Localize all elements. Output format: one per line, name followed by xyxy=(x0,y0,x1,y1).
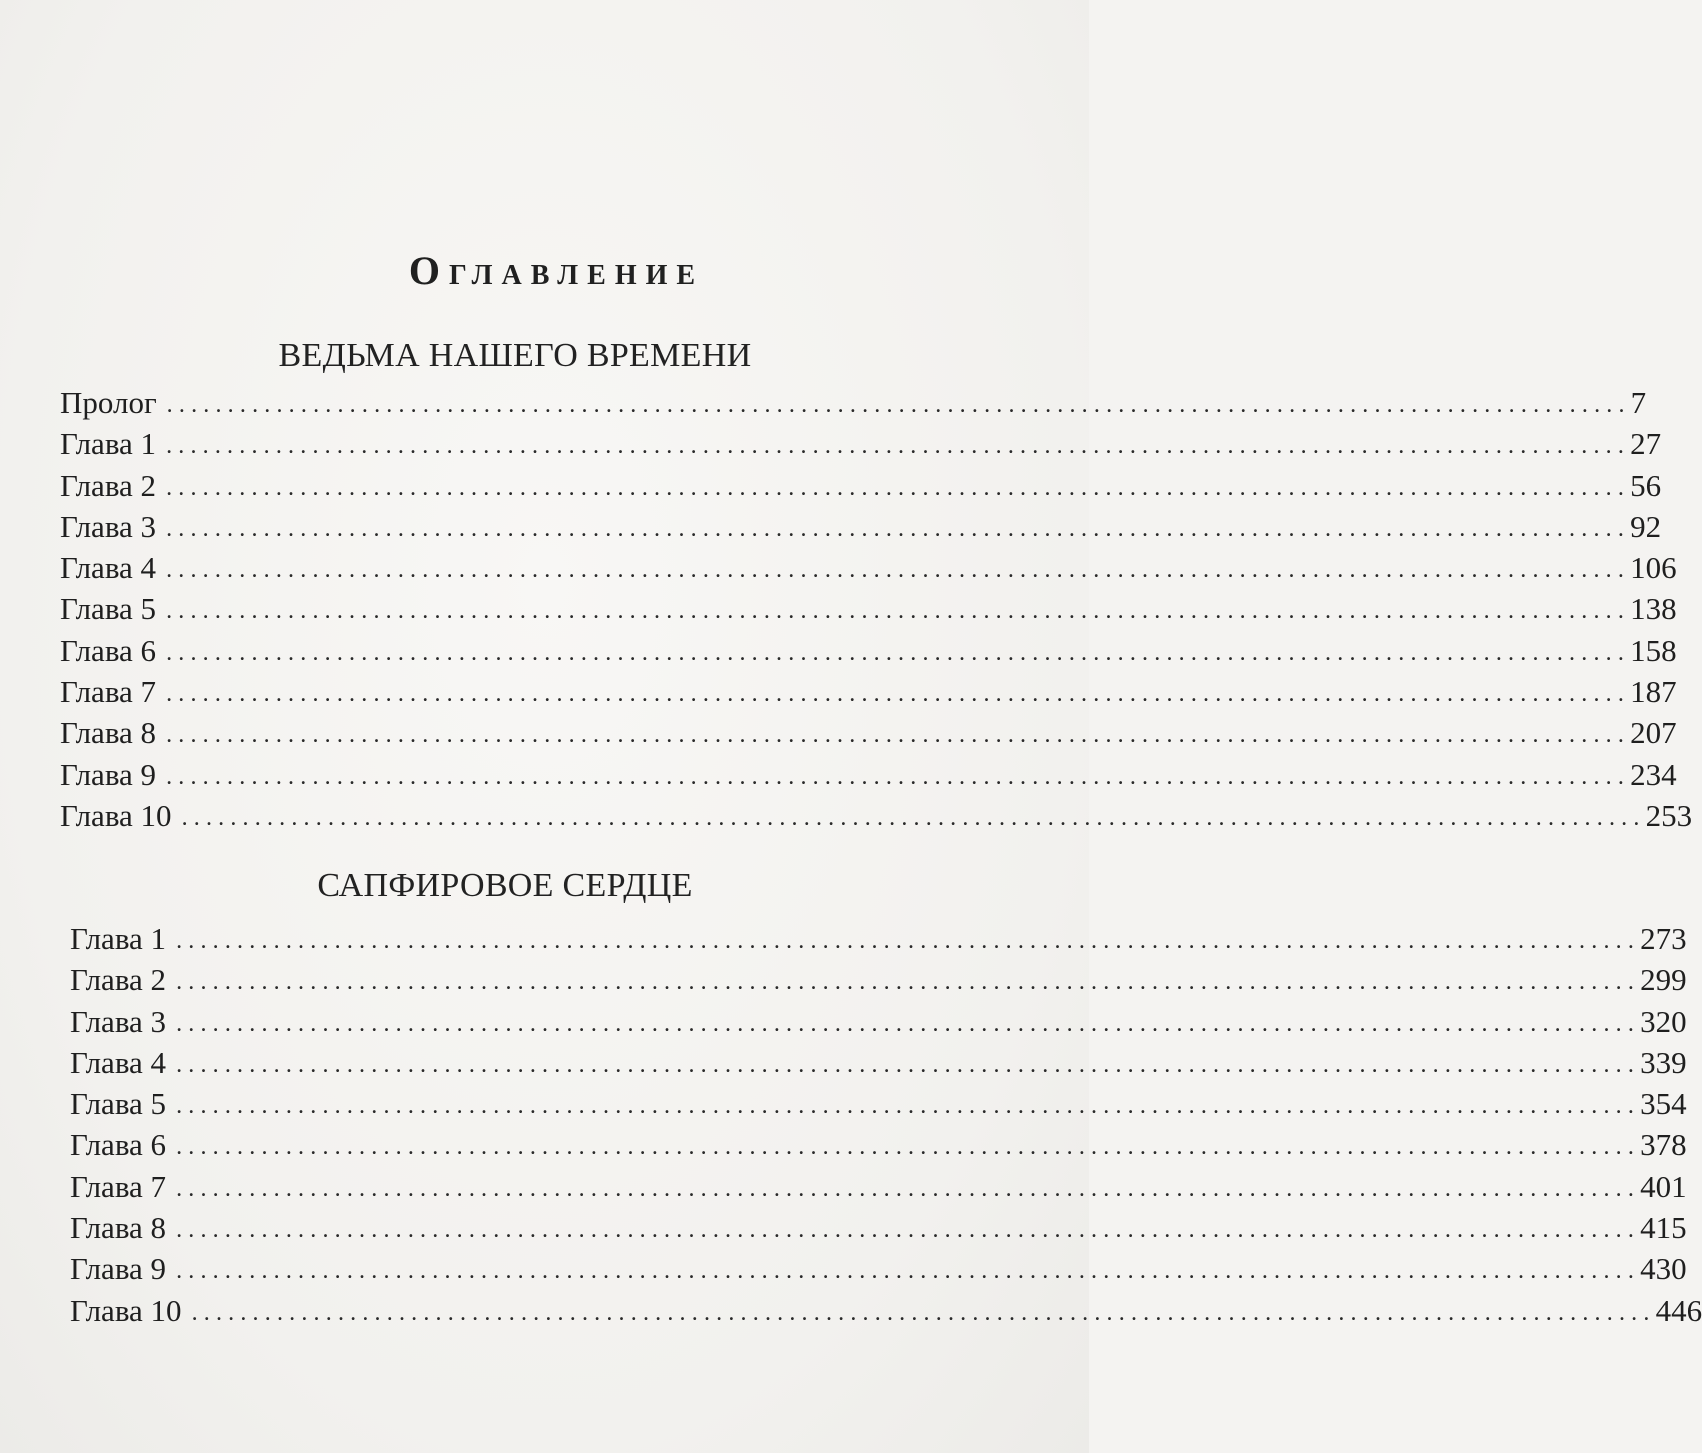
toc-entry xyxy=(60,1166,1687,1207)
dot-leader: ........................................................................................................................ xyxy=(176,928,1641,954)
dot-leader: ........................................................................................................................ xyxy=(176,1134,1641,1161)
entry-page-number: 430 xyxy=(1640,1251,1687,1287)
entry-page-number: 354 xyxy=(1640,1086,1687,1122)
entry-page-number: 446 xyxy=(1655,1292,1702,1328)
entry-page-number: 320 xyxy=(1640,1003,1687,1039)
dot-leader: ........................................................................................................................ xyxy=(176,969,1641,996)
entry-label: Глава 5 xyxy=(70,1086,167,1122)
entry-page-number: 158 xyxy=(1630,632,1677,668)
toc-entry xyxy=(60,465,1662,506)
toc-entry xyxy=(60,1290,1702,1331)
entry-label: Глава 3 xyxy=(70,1003,167,1039)
toc-entry xyxy=(60,1124,1687,1165)
entry-page-number: 378 xyxy=(1640,1127,1687,1163)
entry-page-number: 234 xyxy=(1630,756,1677,792)
entry-label: Глава 1 xyxy=(60,426,157,462)
dot-leader: ........................................................................................................................ xyxy=(166,557,1631,584)
entry-page-number: 339 xyxy=(1640,1044,1687,1080)
toc-entry xyxy=(60,1248,1687,1289)
toc-entry xyxy=(60,712,1677,753)
toc-entry xyxy=(60,382,1647,423)
entry-label: Глава 2 xyxy=(60,467,157,503)
toc-entry xyxy=(60,506,1662,547)
dot-leader: ........................................................................................................................ xyxy=(176,1010,1641,1037)
entry-label: Глава 2 xyxy=(70,962,167,998)
entry-label: Глава 1 xyxy=(70,921,167,956)
entry-page-number: 92 xyxy=(1630,508,1662,544)
part-title: САПФИРОВОЕ СЕРДЦЕ xyxy=(317,867,693,904)
toc-entry xyxy=(60,547,1677,588)
entry-label: Глава 8 xyxy=(70,1210,167,1246)
entry-page-number: 106 xyxy=(1630,550,1677,586)
part-sapfirovoe-serdtse xyxy=(60,862,1702,1331)
dot-leader: ........................................................................................................................ xyxy=(181,804,1646,831)
dot-leader: ........................................................................................................................ xyxy=(176,1217,1641,1244)
dot-leader: ........................................................................................................................ xyxy=(166,763,1631,790)
dot-leader: ........................................................................................................................ xyxy=(166,639,1631,666)
entry-page-number: 27 xyxy=(1630,426,1662,462)
entry-page-number: 138 xyxy=(1630,591,1677,627)
toc-entry xyxy=(60,959,1687,1000)
toc-entry xyxy=(60,1207,1687,1248)
dot-leader: ........................................................................................................................ xyxy=(176,1175,1641,1202)
toc-entry xyxy=(60,671,1677,712)
entry-label: Глава 5 xyxy=(60,591,157,627)
dot-leader: ........................................................................................................................ xyxy=(191,1299,1656,1326)
dot-leader: ........................................................................................................................ xyxy=(176,1258,1641,1285)
entry-page-number: 273 xyxy=(1640,921,1687,956)
part-ved-ma xyxy=(60,332,1693,836)
entry-label: Глава 9 xyxy=(70,1251,167,1287)
toc-entry xyxy=(60,630,1677,671)
toc-list xyxy=(60,382,1693,836)
entry-label: Глава 4 xyxy=(60,550,157,586)
toc-entry xyxy=(60,1001,1687,1042)
dot-leader: ........................................................................................................................ xyxy=(176,1093,1641,1120)
entry-label: Глава 3 xyxy=(60,508,157,544)
dot-leader: ........................................................................................................................ xyxy=(166,722,1631,749)
entry-label: Глава 9 xyxy=(60,756,157,792)
toc-entry xyxy=(60,795,1693,836)
dot-leader: ........................................................................................................................ xyxy=(166,598,1631,625)
entry-page-number: 207 xyxy=(1630,715,1677,751)
dot-leader: ........................................................................................................................ xyxy=(166,515,1631,542)
toc-entry xyxy=(60,1083,1687,1124)
entry-label: Глава 10 xyxy=(60,797,172,833)
entry-label: Глава 10 xyxy=(70,1292,182,1328)
dot-leader: ........................................................................................................................ xyxy=(166,433,1631,460)
entry-page-number: 7 xyxy=(1630,385,1647,420)
page-title: Оглавление xyxy=(408,248,705,293)
entry-page-number: 56 xyxy=(1630,467,1662,503)
toc-entry xyxy=(60,1042,1687,1083)
entry-label: Глава 7 xyxy=(60,674,157,710)
entry-label: Глава 8 xyxy=(60,715,157,751)
entry-label: Пролог xyxy=(60,385,157,420)
part-title: ВЕДЬМА НАШЕГО ВРЕМЕНИ xyxy=(278,337,752,374)
entry-page-number: 415 xyxy=(1640,1210,1687,1246)
toc-entry xyxy=(60,754,1677,795)
dot-leader: ........................................................................................................................ xyxy=(166,474,1631,501)
entry-label: Глава 6 xyxy=(70,1127,167,1163)
dot-leader: ........................................................................................................................ xyxy=(166,392,1631,418)
toc-entry xyxy=(60,918,1687,959)
toc-entry xyxy=(60,423,1662,464)
entry-page-number: 299 xyxy=(1640,962,1687,998)
dot-leader: ........................................................................................................................ xyxy=(166,681,1631,708)
entry-page-number: 253 xyxy=(1645,797,1693,833)
entry-label: Глава 6 xyxy=(60,632,157,668)
entry-label: Глава 4 xyxy=(70,1044,167,1080)
entry-page-number: 187 xyxy=(1630,674,1677,710)
toc-entry xyxy=(60,588,1677,629)
dot-leader: ........................................................................................................................ xyxy=(176,1051,1641,1078)
entry-page-number: 401 xyxy=(1640,1168,1687,1204)
entry-label: Глава 7 xyxy=(70,1168,167,1204)
toc-list xyxy=(60,918,1702,1331)
